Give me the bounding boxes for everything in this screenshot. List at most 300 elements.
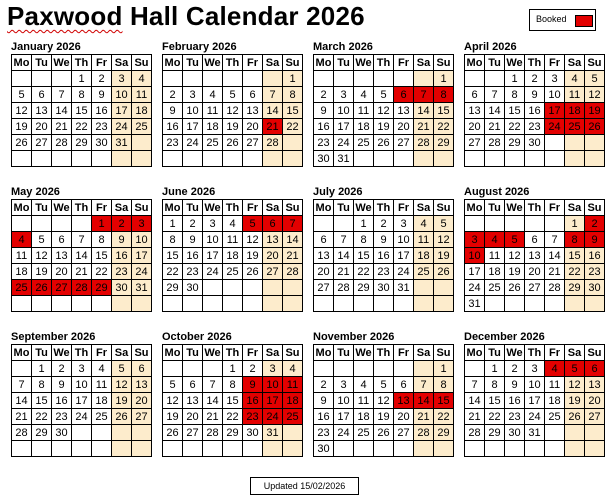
- empty-cell: [354, 296, 374, 312]
- day-cell: 2: [243, 361, 263, 377]
- day-cell: 1: [485, 361, 505, 377]
- day-cell: 2: [112, 216, 132, 232]
- empty-cell: [485, 216, 505, 232]
- day-cell: 18: [354, 409, 374, 425]
- day-cell: 3: [183, 87, 203, 103]
- day-cell: 15: [92, 248, 112, 264]
- month-block: [11, 40, 151, 167]
- day-cell: 5: [243, 216, 263, 232]
- day-cell: 11: [485, 248, 505, 264]
- empty-cell: [183, 71, 203, 87]
- day-cell: 18: [12, 264, 32, 280]
- day-cell: 6: [585, 361, 605, 377]
- month-name: May 2026: [11, 186, 60, 198]
- weekday-header: Mo: [314, 55, 334, 71]
- booked-legend: [529, 9, 596, 31]
- day-cell: 7: [414, 377, 434, 393]
- weekday-header: Fr: [545, 55, 565, 71]
- empty-cell: [32, 216, 52, 232]
- day-cell: 17: [465, 264, 485, 280]
- day-cell: 23: [374, 264, 394, 280]
- empty-cell: [243, 71, 263, 87]
- day-cell: 4: [414, 216, 434, 232]
- empty-cell: [263, 296, 283, 312]
- day-cell: 26: [12, 135, 32, 151]
- day-cell: 13: [263, 232, 283, 248]
- empty-cell: [505, 296, 525, 312]
- day-cell: 13: [132, 377, 152, 393]
- day-cell: 14: [465, 393, 485, 409]
- weekday-header: Mo: [163, 200, 183, 216]
- empty-cell: [32, 296, 52, 312]
- day-cell: 14: [12, 393, 32, 409]
- empty-cell: [565, 151, 585, 167]
- empty-cell: [283, 441, 303, 457]
- day-cell: 5: [12, 87, 32, 103]
- empty-cell: [163, 361, 183, 377]
- empty-cell: [183, 361, 203, 377]
- day-cell: 9: [163, 103, 183, 119]
- empty-cell: [565, 135, 585, 151]
- weekday-header: Th: [223, 55, 243, 71]
- day-cell: 27: [52, 280, 72, 296]
- day-cell: 7: [203, 377, 223, 393]
- empty-cell: [465, 361, 485, 377]
- day-cell: 28: [485, 135, 505, 151]
- day-cell: 12: [12, 103, 32, 119]
- empty-cell: [525, 441, 545, 457]
- day-cell: 19: [565, 393, 585, 409]
- empty-cell: [223, 71, 243, 87]
- empty-cell: [354, 71, 374, 87]
- weekday-header: We: [355, 56, 372, 69]
- day-cell: 22: [223, 409, 243, 425]
- day-cell: 5: [374, 87, 394, 103]
- day-cell: 1: [92, 216, 112, 232]
- empty-cell: [334, 216, 354, 232]
- day-cell: 10: [545, 87, 565, 103]
- empty-cell: [374, 296, 394, 312]
- day-cell: 16: [112, 248, 132, 264]
- day-cell: 19: [434, 248, 454, 264]
- day-cell: 4: [354, 377, 374, 393]
- empty-cell: [545, 296, 565, 312]
- weekday-header: Tu: [485, 345, 505, 361]
- month-block: [464, 330, 604, 457]
- day-cell: 24: [112, 119, 132, 135]
- day-cell: 3: [465, 232, 485, 248]
- day-cell: 11: [354, 393, 374, 409]
- day-cell: 27: [132, 409, 152, 425]
- day-cell: 6: [465, 87, 485, 103]
- day-cell: 6: [32, 87, 52, 103]
- day-cell: 5: [565, 361, 585, 377]
- day-cell: 26: [243, 264, 263, 280]
- day-cell: 8: [485, 377, 505, 393]
- empty-cell: [183, 296, 203, 312]
- day-cell: 30: [183, 280, 203, 296]
- day-cell: 16: [374, 248, 394, 264]
- day-cell: 5: [374, 377, 394, 393]
- empty-cell: [374, 441, 394, 457]
- empty-cell: [163, 71, 183, 87]
- month-name: December 2026: [464, 331, 545, 343]
- empty-cell: [414, 280, 434, 296]
- day-cell: 17: [263, 393, 283, 409]
- day-cell: 12: [223, 103, 243, 119]
- day-cell: 24: [334, 425, 354, 441]
- day-cell: 18: [203, 119, 223, 135]
- empty-cell: [263, 280, 283, 296]
- day-cell: 18: [283, 393, 303, 409]
- day-cell: 28: [263, 135, 283, 151]
- weekday-header: We: [506, 346, 523, 359]
- day-cell: 6: [525, 232, 545, 248]
- day-cell: 12: [374, 103, 394, 119]
- day-cell: 10: [203, 232, 223, 248]
- empty-cell: [132, 441, 152, 457]
- empty-cell: [314, 296, 334, 312]
- weekday-header: Sa: [112, 55, 132, 71]
- day-cell: 15: [223, 393, 243, 409]
- day-cell: 18: [132, 103, 152, 119]
- empty-cell: [243, 296, 263, 312]
- weekday-header: Mo: [12, 55, 32, 71]
- empty-cell: [203, 361, 223, 377]
- day-cell: 13: [243, 103, 263, 119]
- month-block: [11, 185, 151, 312]
- day-cell: 17: [334, 119, 354, 135]
- day-cell: 15: [434, 103, 454, 119]
- day-cell: 29: [434, 425, 454, 441]
- day-cell: 31: [132, 280, 152, 296]
- empty-cell: [545, 441, 565, 457]
- empty-cell: [314, 361, 334, 377]
- day-cell: 10: [394, 232, 414, 248]
- empty-cell: [263, 151, 283, 167]
- day-cell: 6: [52, 232, 72, 248]
- weekday-header: Sa: [565, 345, 585, 361]
- day-cell: 13: [183, 393, 203, 409]
- weekday-header: Mo: [163, 55, 183, 71]
- day-cell: 19: [505, 264, 525, 280]
- day-cell: 26: [223, 135, 243, 151]
- day-cell: 24: [525, 409, 545, 425]
- empty-cell: [485, 71, 505, 87]
- empty-cell: [565, 441, 585, 457]
- weekday-header: We: [506, 56, 523, 69]
- day-cell: 14: [283, 232, 303, 248]
- day-cell: 21: [485, 119, 505, 135]
- empty-cell: [334, 71, 354, 87]
- empty-cell: [283, 280, 303, 296]
- day-cell: 20: [394, 409, 414, 425]
- day-cell: 2: [314, 87, 334, 103]
- day-cell: 14: [263, 103, 283, 119]
- day-cell: 6: [394, 87, 414, 103]
- month-table: [464, 344, 605, 457]
- day-cell: 8: [434, 87, 454, 103]
- day-cell: 8: [434, 377, 454, 393]
- empty-cell: [505, 216, 525, 232]
- empty-cell: [183, 441, 203, 457]
- day-cell: 1: [72, 71, 92, 87]
- day-cell: 29: [92, 280, 112, 296]
- month-name: March 2026: [313, 41, 373, 53]
- day-cell: 8: [505, 87, 525, 103]
- weekday-header: Su: [585, 55, 605, 71]
- weekday-header: Su: [585, 345, 605, 361]
- empty-cell: [263, 71, 283, 87]
- day-cell: 23: [92, 119, 112, 135]
- day-cell: 9: [92, 87, 112, 103]
- day-cell: 5: [163, 377, 183, 393]
- day-cell: 18: [223, 248, 243, 264]
- day-cell: 28: [414, 135, 434, 151]
- legend-label: Booked: [536, 14, 567, 24]
- month-block: [464, 185, 604, 312]
- day-cell: 3: [203, 216, 223, 232]
- day-cell: 9: [314, 393, 334, 409]
- day-cell: 17: [545, 103, 565, 119]
- day-cell: 27: [183, 425, 203, 441]
- weekday-header: Sa: [112, 345, 132, 361]
- day-cell: 12: [112, 377, 132, 393]
- empty-cell: [434, 296, 454, 312]
- weekday-header: Sa: [565, 200, 585, 216]
- day-cell: 12: [243, 232, 263, 248]
- day-cell: 16: [314, 409, 334, 425]
- empty-cell: [52, 151, 72, 167]
- weekday-header: Su: [283, 55, 303, 71]
- day-cell: 26: [434, 264, 454, 280]
- weekday-header: Th: [525, 200, 545, 216]
- day-cell: 29: [72, 135, 92, 151]
- weekday-header: Tu: [183, 55, 203, 71]
- weekday-header: We: [53, 56, 70, 69]
- weekday-header: Sa: [263, 200, 283, 216]
- day-cell: 20: [465, 119, 485, 135]
- day-cell: 20: [52, 264, 72, 280]
- weekday-header: We: [355, 346, 372, 359]
- weekday-header: Mo: [314, 200, 334, 216]
- day-cell: 18: [414, 248, 434, 264]
- day-cell: 29: [485, 425, 505, 441]
- day-cell: 6: [132, 361, 152, 377]
- day-cell: 29: [434, 135, 454, 151]
- month-block: [11, 330, 151, 457]
- day-cell: 26: [374, 135, 394, 151]
- day-cell: 10: [72, 377, 92, 393]
- day-cell: 8: [72, 87, 92, 103]
- day-cell: 29: [565, 280, 585, 296]
- day-cell: 14: [414, 103, 434, 119]
- weekday-header: Mo: [465, 200, 485, 216]
- day-cell: 18: [354, 119, 374, 135]
- day-cell: 25: [223, 264, 243, 280]
- day-cell: 30: [52, 425, 72, 441]
- day-cell: 23: [52, 409, 72, 425]
- day-cell: 23: [112, 264, 132, 280]
- day-cell: 22: [434, 119, 454, 135]
- weekday-header: Sa: [263, 55, 283, 71]
- day-cell: 4: [132, 71, 152, 87]
- day-cell: 26: [565, 409, 585, 425]
- day-cell: 11: [283, 377, 303, 393]
- empty-cell: [314, 71, 334, 87]
- day-cell: 24: [132, 264, 152, 280]
- day-cell: 22: [92, 264, 112, 280]
- day-cell: 13: [52, 248, 72, 264]
- weekday-header: Tu: [32, 345, 52, 361]
- weekday-header: Th: [72, 200, 92, 216]
- day-cell: 24: [263, 409, 283, 425]
- day-cell: 25: [354, 425, 374, 441]
- empty-cell: [354, 151, 374, 167]
- day-cell: 15: [434, 393, 454, 409]
- day-cell: 15: [32, 393, 52, 409]
- day-cell: 23: [183, 264, 203, 280]
- day-cell: 29: [163, 280, 183, 296]
- day-cell: 25: [414, 264, 434, 280]
- day-cell: 19: [112, 393, 132, 409]
- month-name: September 2026: [11, 331, 96, 343]
- day-cell: 13: [314, 248, 334, 264]
- day-cell: 27: [32, 135, 52, 151]
- weekday-header: We: [53, 346, 70, 359]
- day-cell: 17: [132, 248, 152, 264]
- empty-cell: [112, 151, 132, 167]
- empty-cell: [12, 296, 32, 312]
- day-cell: 2: [374, 216, 394, 232]
- day-cell: 26: [374, 425, 394, 441]
- weekday-header: Sa: [414, 55, 434, 71]
- empty-cell: [565, 296, 585, 312]
- day-cell: 27: [585, 409, 605, 425]
- empty-cell: [72, 216, 92, 232]
- day-cell: 20: [243, 119, 263, 135]
- day-cell: 11: [545, 377, 565, 393]
- day-cell: 31: [112, 135, 132, 151]
- day-cell: 15: [163, 248, 183, 264]
- day-cell: 16: [243, 393, 263, 409]
- day-cell: 30: [505, 425, 525, 441]
- day-cell: 24: [394, 264, 414, 280]
- empty-cell: [414, 441, 434, 457]
- day-cell: 23: [505, 409, 525, 425]
- empty-cell: [394, 441, 414, 457]
- empty-cell: [263, 441, 283, 457]
- day-cell: 2: [92, 71, 112, 87]
- month-block: [313, 185, 453, 312]
- day-cell: 4: [354, 87, 374, 103]
- day-cell: 8: [92, 232, 112, 248]
- empty-cell: [92, 296, 112, 312]
- empty-cell: [485, 441, 505, 457]
- empty-cell: [203, 441, 223, 457]
- day-cell: 3: [334, 87, 354, 103]
- empty-cell: [434, 151, 454, 167]
- month-name: August 2026: [464, 186, 530, 198]
- weekday-header: Fr: [243, 200, 263, 216]
- day-cell: 12: [585, 87, 605, 103]
- empty-cell: [12, 216, 32, 232]
- weekday-header: Tu: [334, 345, 354, 361]
- empty-cell: [354, 361, 374, 377]
- day-cell: 9: [525, 87, 545, 103]
- day-cell: 23: [314, 135, 334, 151]
- weekday-header: Th: [374, 345, 394, 361]
- weekday-header: Mo: [465, 345, 485, 361]
- day-cell: 22: [565, 264, 585, 280]
- day-cell: 11: [223, 232, 243, 248]
- day-cell: 8: [163, 232, 183, 248]
- day-cell: 16: [52, 393, 72, 409]
- day-cell: 26: [32, 280, 52, 296]
- empty-cell: [132, 135, 152, 151]
- empty-cell: [32, 441, 52, 457]
- month-table: [313, 199, 454, 312]
- title-word-paxwood: Paxwood: [7, 1, 123, 31]
- day-cell: 22: [72, 119, 92, 135]
- month-block: [162, 185, 302, 312]
- day-cell: 5: [32, 232, 52, 248]
- weekday-header: Tu: [485, 55, 505, 71]
- day-cell: 23: [163, 135, 183, 151]
- weekday-header: Mo: [12, 345, 32, 361]
- day-cell: 2: [585, 216, 605, 232]
- day-cell: 17: [203, 248, 223, 264]
- day-cell: 31: [394, 280, 414, 296]
- day-cell: 8: [565, 232, 585, 248]
- day-cell: 23: [525, 119, 545, 135]
- day-cell: 7: [12, 377, 32, 393]
- weekday-header: Th: [374, 200, 394, 216]
- day-cell: 21: [72, 264, 92, 280]
- empty-cell: [414, 296, 434, 312]
- empty-cell: [545, 135, 565, 151]
- day-cell: 28: [203, 425, 223, 441]
- weekday-header: Th: [72, 345, 92, 361]
- empty-cell: [283, 135, 303, 151]
- weekday-header: Tu: [183, 200, 203, 216]
- day-cell: 24: [545, 119, 565, 135]
- empty-cell: [203, 280, 223, 296]
- day-cell: 21: [334, 264, 354, 280]
- weekday-header: We: [204, 201, 221, 214]
- empty-cell: [585, 135, 605, 151]
- day-cell: 14: [72, 248, 92, 264]
- empty-cell: [505, 151, 525, 167]
- day-cell: 6: [263, 216, 283, 232]
- empty-cell: [32, 151, 52, 167]
- day-cell: 9: [314, 103, 334, 119]
- empty-cell: [394, 71, 414, 87]
- empty-cell: [243, 441, 263, 457]
- day-cell: 4: [565, 71, 585, 87]
- day-cell: 21: [263, 119, 283, 135]
- weekday-header: Su: [132, 55, 152, 71]
- empty-cell: [485, 151, 505, 167]
- month-name: February 2026: [162, 41, 237, 53]
- day-cell: 6: [394, 377, 414, 393]
- day-cell: 2: [183, 216, 203, 232]
- weekday-header: Mo: [12, 200, 32, 216]
- weekday-header: Su: [434, 345, 454, 361]
- day-cell: 11: [354, 103, 374, 119]
- empty-cell: [585, 425, 605, 441]
- day-cell: 14: [485, 103, 505, 119]
